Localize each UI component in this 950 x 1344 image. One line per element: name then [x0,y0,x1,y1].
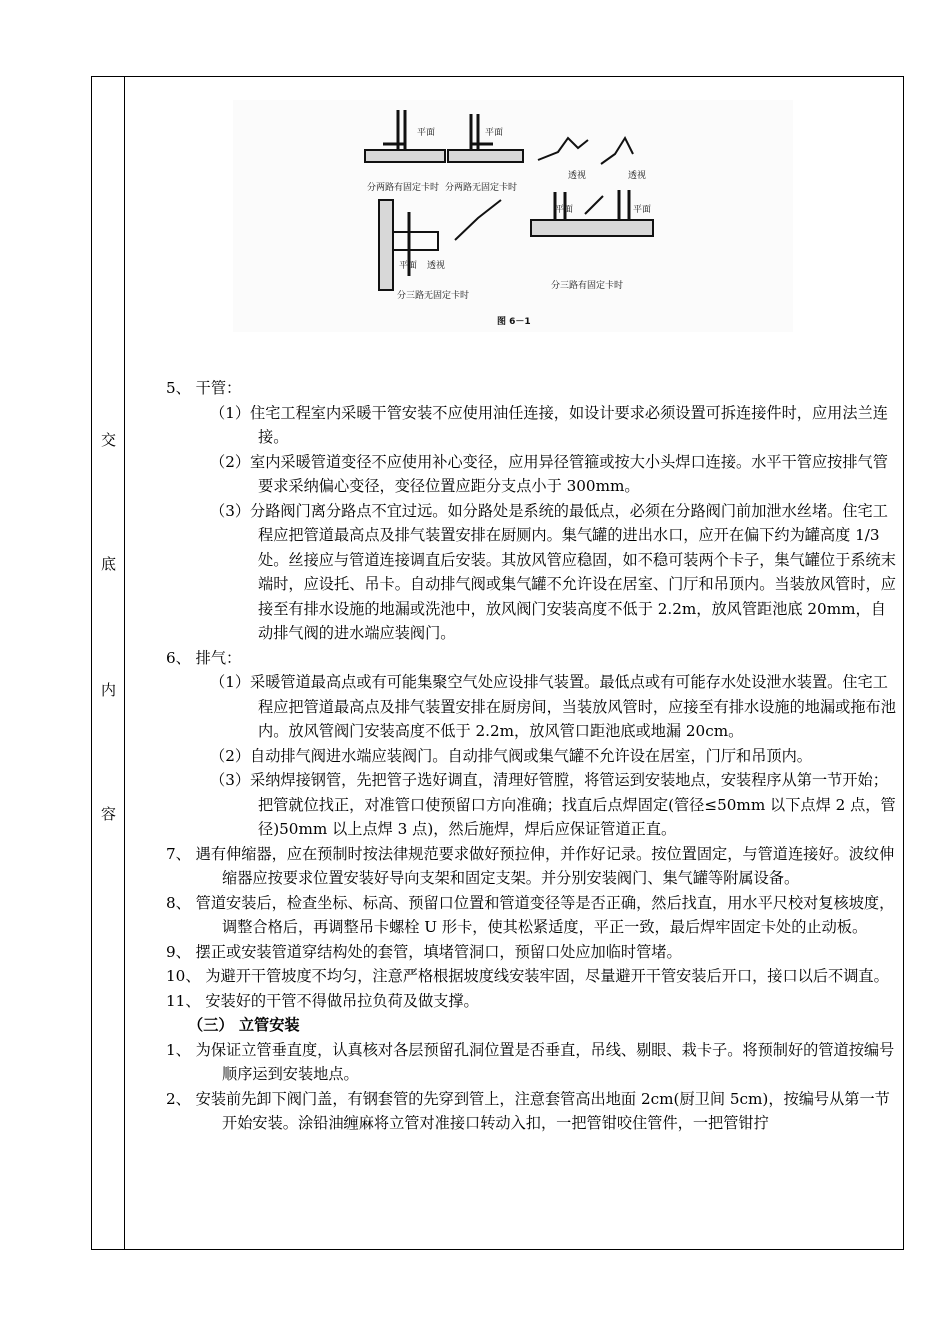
paragraph: （1）住宅工程室内采暖干管安装不应使用油任连接，如设计要求必须设置可拆连接件时，应用法兰连接。 [210,403,888,446]
fig-caption: 分三路有固定卡时 [551,281,624,291]
paragraph: 8、 管道安装后，检查坐标、标高、预留口位置和管道变径等是否正确，然后找直，用水平尺校对复核坡度，调整合格后，再调整吊卡螺栓 U 形卡，使其松紧适度，平正一致，最后焊牢固定卡处的止动板。 [166,893,895,936]
pipe-diagram-figure [233,100,793,332]
pipe-diagram [233,100,793,332]
paragraph: 2、 安装前先卸下阀门盖，有钢套管的先穿到管上，注意套管高出地面 2cm(厨卫间 5cm)，按编号从第一节开始安装。涂铅油缠麻将立管对准接口转动入扣，一把管钳咬住管件，一把管钳拧 [166,1089,890,1132]
fig-label: 透视 [628,171,647,181]
figure-number: 图 6－1 [497,317,531,327]
side-char: 底 [100,555,116,573]
paragraph: （2）室内采暖管道变径不应使用补心变径，应用异径管箍或按大小头焊口连接。水平干管应按排气管要求采纳偏心变径，变径位置应距分支点小于 300mm。 [210,452,888,495]
paragraph: （3）分路阀门离分路点不宜过远。如分路处是系统的最低点，必须在分路阀门前加泄水丝堵。住宅工程应把管道最高点及排气装置安排在厨厕内。集气罐的进出水口，应开在偏下约为罐高度 1/3 处。丝接应与管道连接调直后安装。其放风管应稳固，如不稳可装两个卡子，集气罐位于系统末端时，应设托、吊卡。自动排气阀或集气罐不允许设在居室、门厅和吊顶内。当装放风管时，应接至有排水设施的地漏或洗池中，放风阀门安装高度不低于 2.2m，放风管距池底 20mm，自动排气阀的进水端应装阀门。 [210,501,896,642]
paragraph: （2）自动排气阀进水端应装阀门。自动排气阀或集气罐不允许设在居室，门厅和吊顶内。 [210,746,812,765]
fig-label: 透视 [427,261,446,271]
fig-label: 平面 [485,128,504,138]
fig-caption: 分三路无固定卡时 [397,291,470,301]
paragraph: 1、 为保证立管垂直度，认真核对各层预留孔洞位置是否垂直，吊线、剔眼、栽卡子。将预制好的管道按编号顺序运到安装地点。 [166,1040,895,1083]
side-char: 容 [100,805,116,823]
paragraph: 7、 遇有伸缩器，应在预制时按法律规范要求做好预拉伸，并作好记录。按位置固定，与管道连接好。波纹伸缩器应按要求位置安装好导向支架和固定支架。并分别安装阀门、集气罐等附属设备。 [166,844,895,887]
fig-label: 透视 [568,171,587,181]
paragraph: 5、 干管： [166,379,242,397]
fig-label: 平面 [555,205,574,215]
paragraph: 10、 为避开干管坡度不均匀，注意严格根据坡度线安装牢固，尽量避开干管安装后开口，接口以后不调直。 [166,967,889,985]
paragraph: 11、 安装好的干管不得做吊拉负荷及做支撑。 [166,991,479,1010]
side-char: 交 [100,431,116,449]
paragraph: 6、 排气： [166,648,242,667]
fig-label: 平面 [417,128,436,138]
paragraph: （3）采纳焊接钢管，先把管子选好调直，清理好管膛，将管运到安装地点，安装程序从第一节开始；把管就位找正，对准管口使预留口方向准确；找直后点焊固定(管径≤50mm 以下点焊 2 点，管径)50mm 以上点焊 3 点)，然后施焊，焊后应保证管道正直。 [210,771,896,838]
paragraph: 9、 摆正或安装管道穿结构处的套管，填堵管洞口，预留口处应加临时管堵。 [166,942,682,961]
side-label-column [92,77,125,1249]
fig-caption: 分两路有固定卡时 [367,183,440,193]
document-body [166,376,896,1136]
side-char: 内 [100,681,116,699]
fig-label: 平面 [633,205,652,215]
paragraph: （1）采暖管道最高点或有可能集聚空气处应设排气装置。最低点或有可能存水处设泄水装置。住宅工程应把管道最高点及排气装置安排在厨房间，当装放风管时，应接至有排水设施的地漏或拖布池内。放风管阀门安装高度不低于 2.2m，放风管口距池底或地漏 20cm。 [210,673,896,740]
fig-caption: 分两路无固定卡时 [445,183,518,193]
section-heading: （三） 立管安装 [188,1016,300,1034]
fig-label: 平面 [399,261,418,271]
